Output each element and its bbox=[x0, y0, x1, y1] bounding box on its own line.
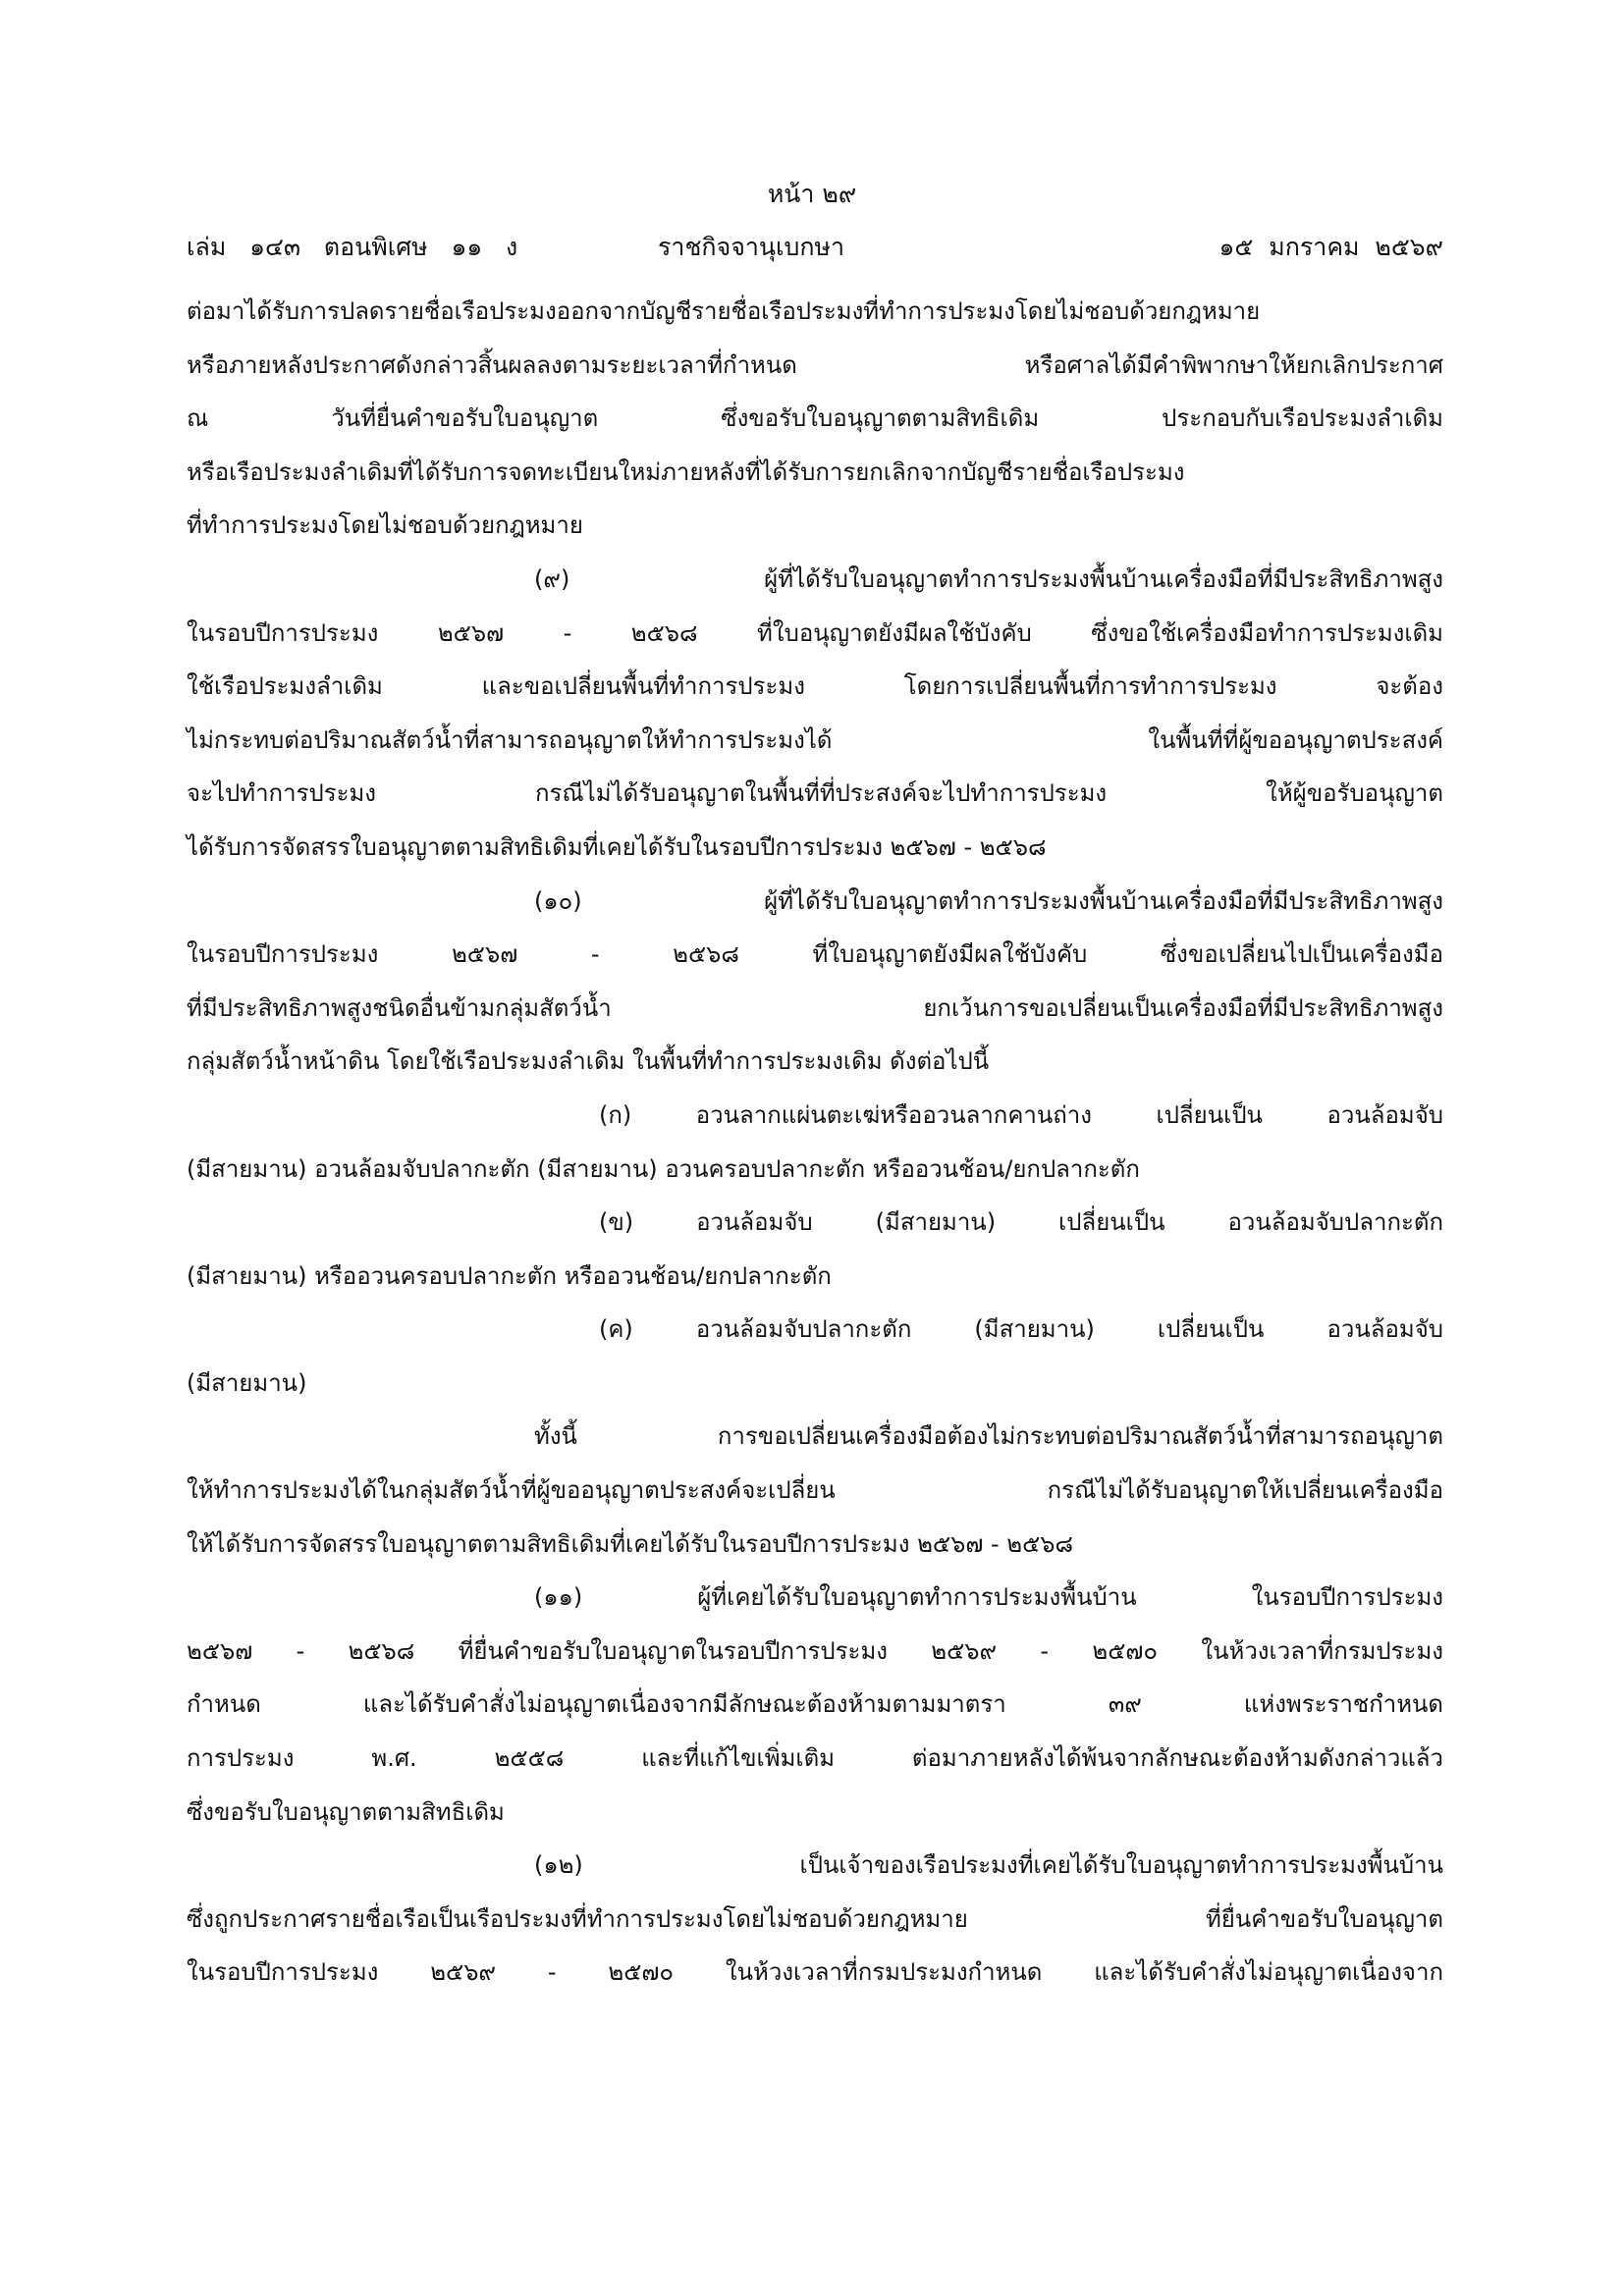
text-line: กำหนด และได้รับคำสั่งไม่อนุญาตเนื่องจากมีลักษณะต้องห้ามตามมาตรา ๓๙ แห่งพระราชกำหนด bbox=[187, 1690, 1443, 1719]
clause-11-start: (๑๑) ผู้ที่เคยได้รับใบอนุญาตทำการประมงพื้นบ้าน ในรอบปีการประมง bbox=[534, 1583, 1443, 1612]
volume-issue: เล่ม ๑๔๓ ตอนพิเศษ ๑๑ ง bbox=[187, 233, 518, 261]
clause-9-start: (๙) ผู้ที่ได้รับใบอนุญาตทำการประมงพื้นบ้านเครื่องมือที่มีประสิทธิภาพสูง bbox=[534, 564, 1443, 593]
text-line: ในรอบปีการประมง ๒๕๖๗ - ๒๕๖๘ ที่ใบอนุญาตยังมีผลใช้บังคับ ซึ่งขอเปลี่ยนไปเป็นเครื่องมือ bbox=[187, 940, 1443, 969]
text-line: หรือเรือประมงลำเดิมที่ได้รับการจดทะเบียนใหม่ภายหลังที่ได้รับการยกเลิกจากบัญชีรายชื่อเรือประมง bbox=[187, 457, 1185, 486]
text-line: หรือภายหลังประกาศดังกล่าวสิ้นผลลงตามระยะเวลาที่กำหนด หรือศาลได้มีคำพิพากษาให้ยกเลิกประกาศ bbox=[187, 350, 1443, 379]
text-line: ที่มีประสิทธิภาพสูงชนิดอื่นข้ามกลุ่มสัตว์น้ำ ยกเว้นการขอเปลี่ยนเป็นเครื่องมือที่มีประสิทธิภาพสูง bbox=[187, 993, 1443, 1022]
text-line: ไม่กระทบต่อปริมาณสัตว์น้ำที่สามารถอนุญาตให้ทำการประมงได้ ในพื้นที่ที่ผู้ขออนุญาตประสงค์ bbox=[187, 725, 1443, 754]
clause-12-start: (๑๒) เป็นเจ้าของเรือประมงที่เคยได้รับใบอนุญาตทำการประมงพื้นบ้าน bbox=[534, 1851, 1443, 1880]
text-line: ที่ทำการประมงโดยไม่ชอบด้วยกฎหมาย bbox=[187, 511, 583, 540]
text-line: การประมง พ.ศ. ๒๕๕๘ และที่แก้ไขเพิ่มเติม ต่อมาภายหลังได้พ้นจากลักษณะต้องห้ามดังกล่าวแล้ว bbox=[187, 1744, 1443, 1773]
body-text bbox=[187, 285, 1443, 2000]
sub-clause-c: (ค) อวนล้อมจับปลากะตัก (มีสายมาน) เปลี่ยนเป็น อวนล้อมจับ bbox=[599, 1315, 1443, 1344]
text-line: ต่อมาได้รับการปลดรายชื่อเรือประมงออกจากบัญชีรายชื่อเรือประมงที่ทำการประมงโดยไม่ชอบด้วยกฎหมาย bbox=[187, 297, 1261, 325]
text-line: ได้รับการจัดสรรใบอนุญาตตามสิทธิเดิมที่เคยได้รับในรอบปีการประมง ๒๕๖๗ - ๒๕๖๘ bbox=[187, 832, 1047, 861]
sub-clause-b: (ข) อวนล้อมจับ (มีสายมาน) เปลี่ยนเป็น อวนล้อมจับปลากะตัก bbox=[599, 1208, 1443, 1237]
text-line: ในรอบปีการประมง ๒๕๖๗ - ๒๕๖๘ ที่ใบอนุญาตยังมีผลใช้บังคับ ซึ่งขอใช้เครื่องมือทำการประมงเดิม bbox=[187, 618, 1443, 647]
text-line: (มีสายมาน) bbox=[187, 1368, 307, 1397]
gazette-title: ราชกิจจานุเบกษา bbox=[658, 233, 845, 261]
page-number: หน้า ๒๙ bbox=[767, 180, 857, 208]
sub-clause-a: (ก) อวนลากแผ่นตะเฆ่หรืออวนลากคานถ่าง เปลี่ยนเป็น อวนล้อมจับ bbox=[599, 1100, 1443, 1129]
gazette-header bbox=[187, 228, 1443, 267]
text-line: (มีสายมาน) อวนล้อมจับปลากะตัก (มีสายมาน) อวนครอบปลากะตัก หรืออวนช้อน/ยกปลากะตัก bbox=[187, 1154, 1140, 1183]
text-line: ใช้เรือประมงลำเดิม และขอเปลี่ยนพื้นที่ทำการประมง โดยการเปลี่ยนพื้นที่การทำการประมง จะต้อง bbox=[187, 672, 1443, 701]
text-line: ให้ได้รับการจัดสรรใบอนุญาตตามสิทธิเดิมที่เคยได้รับในรอบปีการประมง ๒๕๖๗ - ๒๕๖๘ bbox=[187, 1529, 1074, 1558]
publication-date: ๑๕ มกราคม ๒๕๖๙ bbox=[1218, 233, 1443, 261]
text-line: ซึ่งขอรับใบอนุญาตตามสิทธิเดิม bbox=[187, 1797, 505, 1826]
text-line: ซึ่งถูกประกาศรายชื่อเรือเป็นเรือประมงที่ทำการประมงโดยไม่ชอบด้วยกฎหมาย ที่ยื่นคำขอรับใบอนุญาต bbox=[187, 1904, 1443, 1933]
provision-note: ทั้งนี้ การขอเปลี่ยนเครื่องมือต้องไม่กระทบต่อปริมาณสัตว์น้ำที่สามารถอนุญาต bbox=[534, 1422, 1443, 1451]
text-line: กลุ่มสัตว์น้ำหน้าดิน โดยใช้เรือประมงลำเดิม ในพื้นที่ทำการประมงเดิม ดังต่อไปนี้ bbox=[187, 1047, 990, 1076]
text-line: ๒๕๖๗ - ๒๕๖๘ ที่ยื่นคำขอรับใบอนุญาตในรอบปีการประมง ๒๕๖๙ - ๒๕๗๐ ในห้วงเวลาที่กรมประมง bbox=[187, 1636, 1443, 1665]
text-line: (มีสายมาน) หรืออวนครอบปลากะตัก หรืออวนช้อน/ยกปลากะตัก bbox=[187, 1261, 832, 1290]
text-line: ณ วันที่ยื่นคำขอรับใบอนุญาต ซึ่งขอรับใบอนุญาตตามสิทธิเดิม ประกอบกับเรือประมงลำเดิม bbox=[187, 404, 1443, 433]
text-line: จะไปทำการประมง กรณีไม่ได้รับอนุญาตในพื้นที่ที่ประสงค์จะไปทำการประมง ให้ผู้ขอรับอนุญาต bbox=[187, 779, 1443, 808]
text-line: ในรอบปีการประมง ๒๕๖๙ - ๒๕๗๐ ในห้วงเวลาที่กรมประมงกำหนด และได้รับคำสั่งไม่อนุญาตเนื่องจาก bbox=[187, 1958, 1443, 1987]
clause-10-start: (๑๐) ผู้ที่ได้รับใบอนุญาตทำการประมงพื้นบ้านเครื่องมือที่มีประสิทธิภาพสูง bbox=[534, 886, 1443, 915]
text-line: ให้ทำการประมงได้ในกลุ่มสัตว์น้ำที่ผู้ขออนุญาตประสงค์จะเปลี่ยน กรณีไม่ได้รับอนุญาตให้เปลี่ยนเครื่องมือ bbox=[187, 1476, 1443, 1505]
